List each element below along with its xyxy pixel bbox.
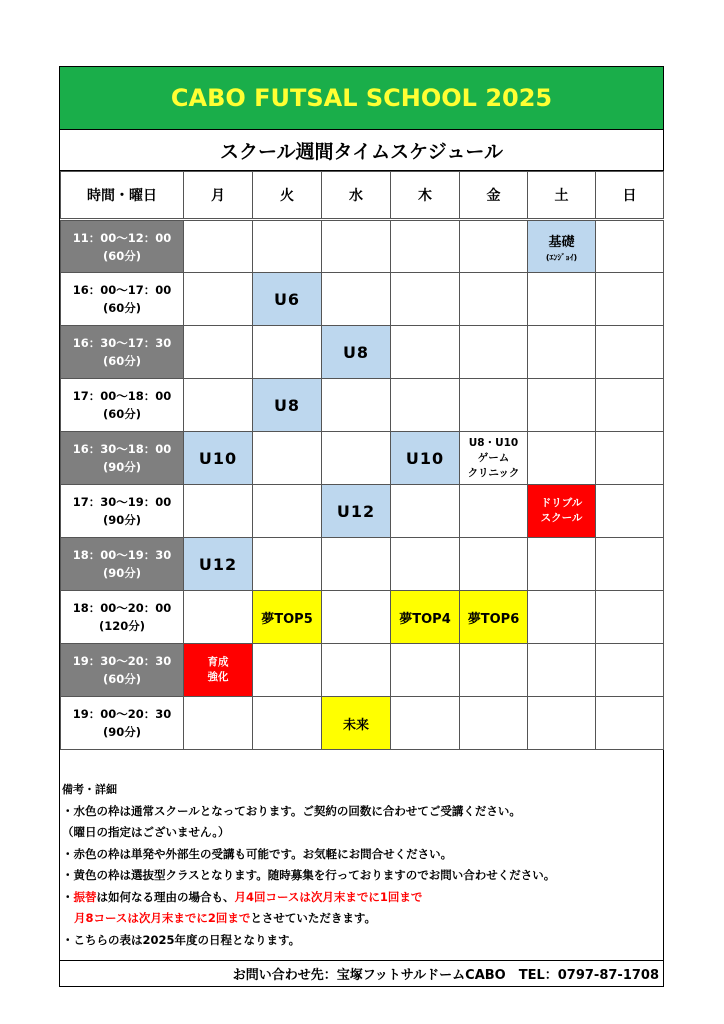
table-row bbox=[61, 644, 664, 697]
time-range: 17：30～19：00 bbox=[72, 495, 172, 509]
class-cell-dribble-school bbox=[528, 485, 596, 538]
time-slot bbox=[61, 485, 184, 538]
empty-cell bbox=[528, 379, 596, 432]
empty-cell bbox=[322, 538, 391, 591]
class-label-line: ドリブル bbox=[540, 497, 583, 509]
note-highlight: 月4回コースは次月末までに1回まで bbox=[234, 889, 423, 904]
header-row bbox=[61, 172, 664, 220]
empty-cell bbox=[460, 538, 528, 591]
empty-cell bbox=[528, 273, 596, 326]
note-line: ・黄色の枠は選抜型クラスとなります。随時募集を行っておりますのでお問い合わせください。 bbox=[62, 868, 556, 882]
class-cell-u8: U8 bbox=[253, 379, 322, 432]
empty-cell bbox=[391, 220, 460, 273]
notes-heading: 備考・詳細 bbox=[62, 783, 117, 796]
day-header-wed: 水 bbox=[322, 172, 391, 220]
note-text: とさせていただきます。 bbox=[250, 911, 377, 925]
page-title: CABO FUTSAL SCHOOL 2025 bbox=[60, 67, 663, 130]
empty-cell bbox=[460, 326, 528, 379]
empty-cell bbox=[460, 273, 528, 326]
time-slot bbox=[61, 432, 184, 485]
time-slot bbox=[61, 591, 184, 644]
time-range: 17：00～18：00 bbox=[72, 389, 172, 403]
time-slot bbox=[61, 379, 184, 432]
time-slot bbox=[61, 538, 184, 591]
table-row bbox=[61, 326, 664, 379]
class-label: 基礎 bbox=[548, 234, 575, 250]
day-header-thu: 木 bbox=[391, 172, 460, 220]
empty-cell bbox=[253, 485, 322, 538]
empty-cell bbox=[596, 485, 664, 538]
empty-cell bbox=[528, 697, 596, 750]
class-cell-future: 未来 bbox=[322, 697, 391, 750]
class-cell-u8: U8 bbox=[322, 326, 391, 379]
class-label-line: スクール bbox=[540, 512, 583, 524]
empty-cell bbox=[253, 644, 322, 697]
time-slot bbox=[61, 273, 184, 326]
empty-cell bbox=[184, 326, 253, 379]
time-column-header: 時間・曜日 bbox=[61, 172, 184, 220]
class-label-line: クリニック bbox=[467, 466, 520, 479]
time-duration: (60分) bbox=[102, 672, 141, 686]
class-label-line: ゲーム bbox=[477, 451, 510, 464]
day-header-sun: 日 bbox=[596, 172, 664, 220]
table-row bbox=[61, 485, 664, 538]
empty-cell bbox=[253, 326, 322, 379]
page-subtitle: スクール週間タイムスケジュール bbox=[60, 130, 663, 171]
empty-cell bbox=[322, 644, 391, 697]
time-slot bbox=[61, 220, 184, 273]
empty-cell bbox=[596, 220, 664, 273]
class-label-line: U8・U10 bbox=[468, 436, 519, 449]
table-row bbox=[61, 697, 664, 750]
empty-cell bbox=[184, 379, 253, 432]
empty-cell bbox=[596, 644, 664, 697]
class-cell-u12: U12 bbox=[184, 538, 253, 591]
empty-cell bbox=[253, 220, 322, 273]
empty-cell bbox=[528, 644, 596, 697]
empty-cell bbox=[184, 220, 253, 273]
empty-cell bbox=[391, 326, 460, 379]
empty-cell bbox=[391, 273, 460, 326]
empty-cell bbox=[253, 432, 322, 485]
time-range: 19：30～20：30 bbox=[72, 654, 172, 668]
class-cell-u10: U10 bbox=[184, 432, 253, 485]
time-duration: (60分) bbox=[102, 301, 141, 315]
class-cell-u6: U6 bbox=[253, 273, 322, 326]
empty-cell bbox=[528, 591, 596, 644]
class-cell-u10: U10 bbox=[391, 432, 460, 485]
note-highlight: 月8コースは次月末までに2回まで bbox=[74, 911, 251, 925]
empty-cell bbox=[322, 220, 391, 273]
empty-cell bbox=[184, 273, 253, 326]
day-header-fri: 金 bbox=[460, 172, 528, 220]
time-slot bbox=[61, 326, 184, 379]
empty-cell bbox=[596, 538, 664, 591]
class-cell-top6: 夢TOP6 bbox=[460, 591, 528, 644]
empty-cell bbox=[184, 697, 253, 750]
empty-cell bbox=[460, 220, 528, 273]
table-row bbox=[61, 379, 664, 432]
empty-cell bbox=[391, 697, 460, 750]
empty-cell bbox=[596, 432, 664, 485]
class-label-line: 育成 bbox=[207, 656, 229, 668]
class-cell-top5: 夢TOP5 bbox=[253, 591, 322, 644]
note-text: ・ bbox=[62, 889, 74, 904]
empty-cell bbox=[596, 326, 664, 379]
schedule-sheet bbox=[59, 66, 664, 987]
empty-cell bbox=[184, 591, 253, 644]
contact-footer: お問い合わせ先：宝塚フットサルドームCABO TEL：0797-87-1708 bbox=[60, 960, 663, 986]
empty-cell bbox=[596, 697, 664, 750]
empty-cell bbox=[322, 432, 391, 485]
class-label-line: 強化 bbox=[207, 671, 229, 683]
day-header-mon: 月 bbox=[184, 172, 253, 220]
time-range: 11：00～12：00 bbox=[72, 230, 172, 245]
empty-cell bbox=[596, 591, 664, 644]
time-range: 16：00～17：00 bbox=[72, 283, 172, 297]
time-duration: (60分) bbox=[102, 354, 141, 368]
table-row bbox=[61, 273, 664, 326]
empty-cell bbox=[391, 644, 460, 697]
time-duration: (90分) bbox=[102, 513, 141, 527]
time-duration: (60分) bbox=[102, 248, 141, 263]
empty-cell bbox=[528, 326, 596, 379]
empty-cell bbox=[528, 538, 596, 591]
empty-cell bbox=[596, 379, 664, 432]
class-cell-development bbox=[184, 644, 253, 697]
empty-cell bbox=[528, 432, 596, 485]
empty-cell bbox=[253, 697, 322, 750]
note-line bbox=[62, 908, 660, 930]
class-sublabel: (ｴﾝｼﾞｮｲ) bbox=[545, 252, 578, 262]
note-line: （曜日の指定はございません。） bbox=[62, 825, 230, 839]
empty-cell bbox=[184, 485, 253, 538]
time-range: 18：00～20：00 bbox=[72, 601, 172, 615]
note-text: は如何なる理由の場合も、 bbox=[96, 889, 235, 904]
schedule-table bbox=[60, 171, 664, 750]
empty-cell bbox=[391, 379, 460, 432]
time-slot bbox=[61, 644, 184, 697]
note-line bbox=[62, 887, 660, 909]
empty-cell bbox=[460, 379, 528, 432]
notes-section bbox=[62, 779, 660, 951]
class-cell-game-clinic bbox=[460, 432, 528, 485]
empty-cell bbox=[460, 697, 528, 750]
day-header-sat: 土 bbox=[528, 172, 596, 220]
empty-cell bbox=[322, 379, 391, 432]
table-row bbox=[61, 432, 664, 485]
table-row bbox=[61, 591, 664, 644]
empty-cell bbox=[596, 273, 664, 326]
table-row bbox=[61, 220, 664, 273]
note-line: ・水色の枠は通常スクールとなっております。ご契約の回数に合わせてご受講ください。 bbox=[62, 803, 521, 818]
empty-cell bbox=[460, 644, 528, 697]
empty-cell bbox=[322, 591, 391, 644]
note-highlight: 振替 bbox=[73, 889, 97, 904]
day-header-tue: 火 bbox=[253, 172, 322, 220]
time-duration: (60分) bbox=[102, 407, 141, 421]
empty-cell bbox=[322, 273, 391, 326]
time-range: 16：30～18：00 bbox=[72, 442, 172, 456]
time-slot bbox=[61, 697, 184, 750]
class-cell-basic bbox=[528, 220, 596, 273]
table-row bbox=[61, 538, 664, 591]
time-range: 18：00～19：30 bbox=[72, 548, 172, 562]
time-range: 19：00～20：30 bbox=[72, 707, 172, 721]
class-cell-u12: U12 bbox=[322, 485, 391, 538]
note-line: ・こちらの表は2025年度の日程となります。 bbox=[62, 932, 301, 947]
class-cell-top4: 夢TOP4 bbox=[391, 591, 460, 644]
time-duration: (90分) bbox=[102, 566, 141, 580]
empty-cell bbox=[253, 538, 322, 591]
empty-cell bbox=[460, 485, 528, 538]
note-line: ・赤色の枠は単発や外部生の受講も可能です。お気軽にお問合せください。 bbox=[62, 846, 453, 861]
time-duration: (120分) bbox=[98, 619, 146, 633]
time-range: 16：30～17：30 bbox=[72, 336, 172, 350]
time-duration: (90分) bbox=[102, 725, 141, 739]
time-duration: (90分) bbox=[102, 460, 141, 474]
empty-cell bbox=[391, 538, 460, 591]
empty-cell bbox=[391, 485, 460, 538]
